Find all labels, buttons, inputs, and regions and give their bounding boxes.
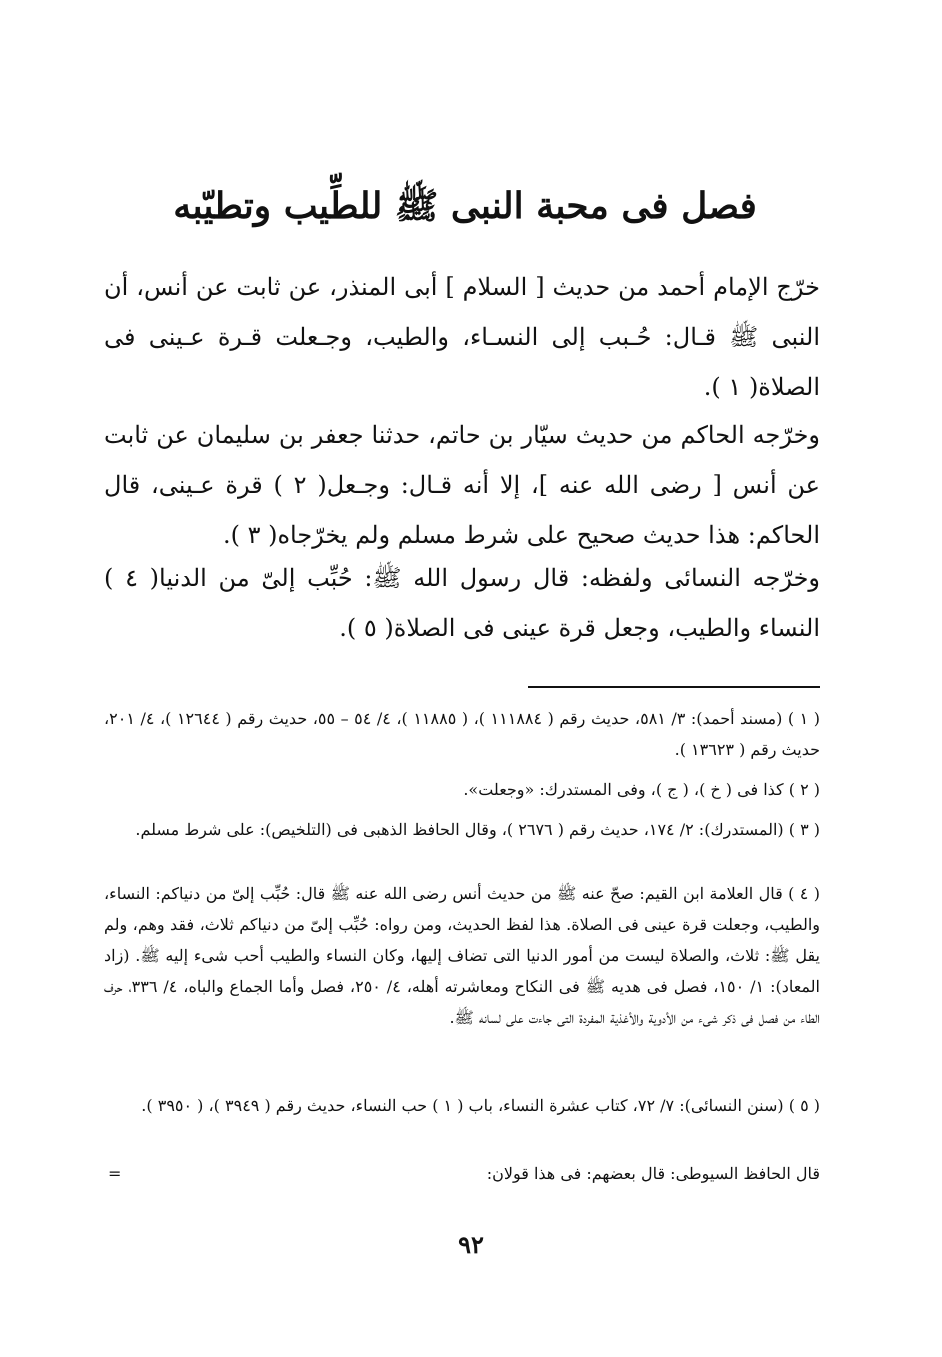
footnote-separator <box>528 686 820 688</box>
footnote-4: ( ٤ ) قال العلامة ابن القيم: صحّ عنه ﷺ من حديث أنس رضى الله عنه ﷺ قال: حُبِّب إلىّ من دنياكم: النساء، والطيب، وجعلت قرة عينى فى الصلاة. هذا لفظ الحديث، ومن رواه: حُبِّب إلىّ من دنياكم ثلاث، فقد وهم، ولم يقل ﷺ: ثلاث، والصلاة ليست من أمور الدنيا التى تضاف إليها، وكان النساء والطيب أحب شىء إليه ﷺ. (زاد المعاد): ١/ ١٥٠، فصل فى هديه ﷺ فى النكاح ومعاشرته أهله، ٤/ ٢٥٠، فصل وأما الجماع والباه، ٤/ ٣٣٦، حرف الطاء من فصل فى ذكر شىء من الأدوية والأغذية المفردة التى جاءت على لسانه ﷺ. <box>104 884 821 1027</box>
page-number: ٩٢ <box>458 1230 484 1259</box>
body-paragraph-1: خرّج الإمام أحمد من حديث [ السلام ] أبى المنذر، عن ثابت عن أنس، أن النبى ﷺ قـال: حُـبب إلى النسـاء، والطيب، وجـعلت قـرة عـينى فى الصلاة( ١ ). <box>104 273 820 401</box>
footnote-3: ( ٣ ) (المستدرك): ٢/ ١٧٤، حديث رقم ( ٢٦٧٦ )، وقال الحافظ الذهبى فى (التلخيص): على شرط مسلم. <box>135 820 820 839</box>
footnote-5: ( ٥ ) (سنن النسائى): ٧/ ٧٢، كتاب عشرة النساء، باب ( ١ ) حب النساء، حديث رقم ( ٣٩٤٩ )، ( ٣٩٥٠ ). <box>141 1096 820 1115</box>
continuation-mark: = <box>108 1164 122 1183</box>
body-paragraph-3: وخرّجه النسائى ولفظه: قال رسول الله ﷺ: حُبِّب إلىّ من الدنيا( ٤ ) النساء والطيب، وجعل قرة عينى فى الصلاة( ٥ ). <box>104 564 820 642</box>
footnote-2: ( ٢ ) كذا فى ( خ )، ( ج )، وفى المستدرك: «وجعلت». <box>463 780 820 799</box>
body-paragraph-2: وخرّجه الحاكم من حديث سيّار بن حاتم، حدثنا جعفر بن سليمان عن ثابت عن أنس [ رضى الله عنه ]، إلا أنه قـال: وجـعل( ٢ ) قرة عـينى، قال الحاكم: هذا حديث صحيح على شرط مسلم ولم يخرّجاه( ٣ ). <box>104 421 820 549</box>
footnote-continuation: قال الحافظ السيوطى: قال بعضهم: فى هذا قولان: <box>486 1164 820 1183</box>
chapter-title: فصل فى محبة النبى ﷺ للطِّيب وتطيّبه <box>173 185 757 227</box>
footnote-1: ( ١ ) (مسند أحمد): ٣/ ٥٨١، حديث رقم ( ١١١٨٨٤ )، ( ١١٨٨٥ )، ٤/ ٥٤ – ٥٥، حديث رقم ( ١٢٦٤٤ )، ٤/ ٢٠١، حديث رقم ( ١٣٦٢٣ ). <box>104 709 821 759</box>
